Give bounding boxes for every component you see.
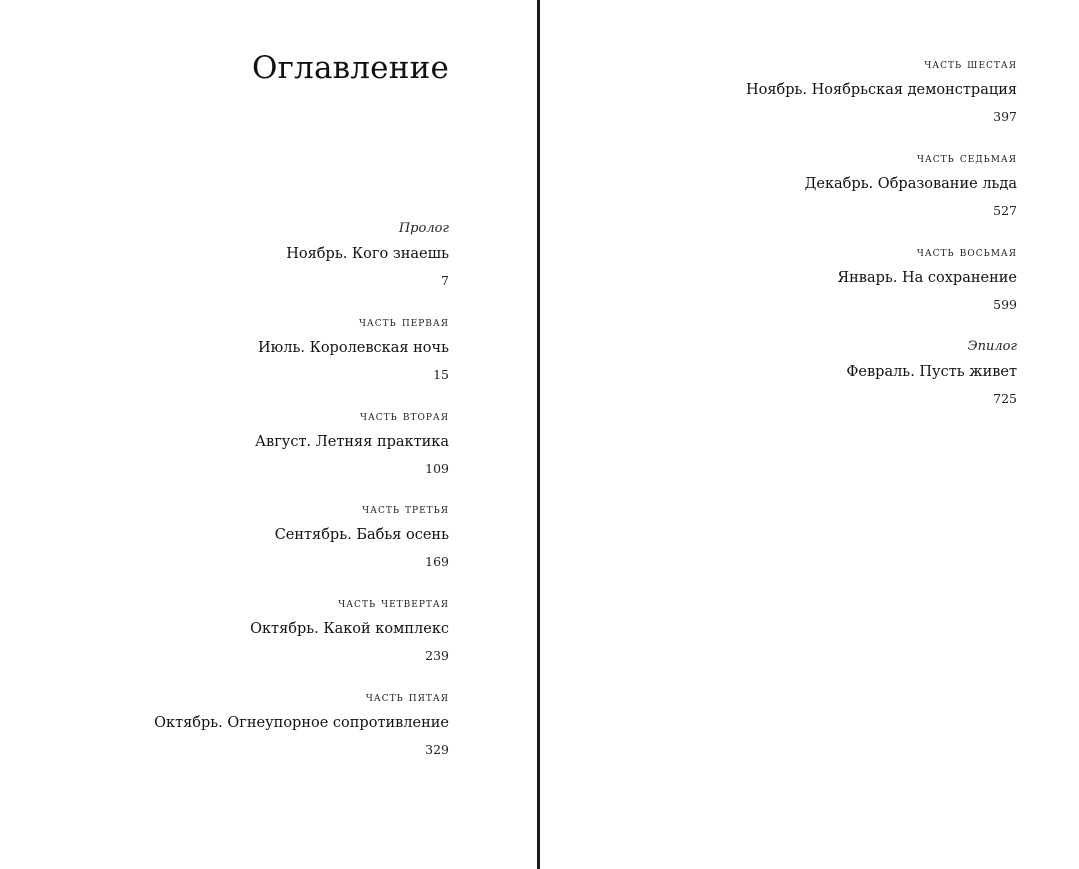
book-spine-divider — [537, 0, 540, 869]
toc-entry-epilogue[interactable] — [846, 338, 1017, 408]
toc-entry-part-6[interactable] — [746, 56, 1017, 126]
entry-page-number: 15 — [433, 367, 449, 382]
entry-page-number: 169 — [425, 554, 449, 569]
entry-page-number: 329 — [425, 742, 449, 757]
toc-entry-part-5[interactable] — [154, 689, 449, 759]
entry-label: часть первая — [358, 315, 449, 330]
toc-entry-part-2[interactable] — [255, 408, 449, 478]
entry-page-number: 109 — [425, 461, 449, 476]
entry-chapter-title: Сентябрь. Бабья осень — [274, 527, 449, 543]
page-title: Оглавление — [252, 50, 449, 86]
toc-entry-part-3[interactable] — [275, 501, 449, 571]
entry-page-number: 527 — [993, 203, 1017, 218]
toc-entry-part-4[interactable] — [250, 595, 449, 665]
entry-chapter-title: Декабрь. Образование льда — [804, 176, 1017, 192]
entry-page-number: 599 — [993, 297, 1017, 312]
entry-label: часть вторая — [360, 409, 449, 424]
entry-chapter-title: Июль. Королевская ночь — [258, 340, 449, 356]
entry-chapter-title: Ноябрь. Ноябрьская демонстрация — [745, 82, 1017, 98]
entry-label: часть третья — [362, 502, 449, 517]
left-page — [0, 0, 537, 869]
entry-chapter-title: Октябрь. Огнеупорное сопротивление — [154, 715, 449, 731]
right-page — [541, 0, 1079, 869]
entry-chapter-title: Февраль. Пусть живет — [846, 364, 1017, 380]
entry-label: часть пятая — [365, 690, 449, 705]
entry-page-number: 7 — [441, 273, 449, 288]
toc-entry-part-1[interactable] — [258, 314, 449, 384]
toc-entry-part-7[interactable] — [805, 150, 1017, 220]
entry-chapter-title: Январь. На сохранение — [837, 270, 1017, 286]
entry-chapter-title: Октябрь. Какой комплекс — [250, 621, 449, 637]
entry-chapter-title: Август. Летняя практика — [255, 434, 449, 450]
entry-page-number: 725 — [993, 391, 1017, 406]
toc-entry-part-8[interactable] — [837, 244, 1017, 314]
entry-chapter-title: Ноябрь. Кого знаешь — [286, 246, 449, 262]
entry-label: Пролог — [398, 221, 449, 236]
entry-label: часть шестая — [924, 57, 1017, 72]
toc-entry-prologue[interactable] — [286, 220, 449, 290]
entry-label: Эпилог — [967, 339, 1017, 354]
entry-label: часть восьмая — [916, 245, 1017, 260]
entry-page-number: 239 — [425, 648, 449, 663]
entry-page-number: 397 — [993, 109, 1017, 124]
entry-label: часть седьмая — [917, 151, 1017, 166]
entry-label: часть четвертая — [338, 596, 449, 611]
